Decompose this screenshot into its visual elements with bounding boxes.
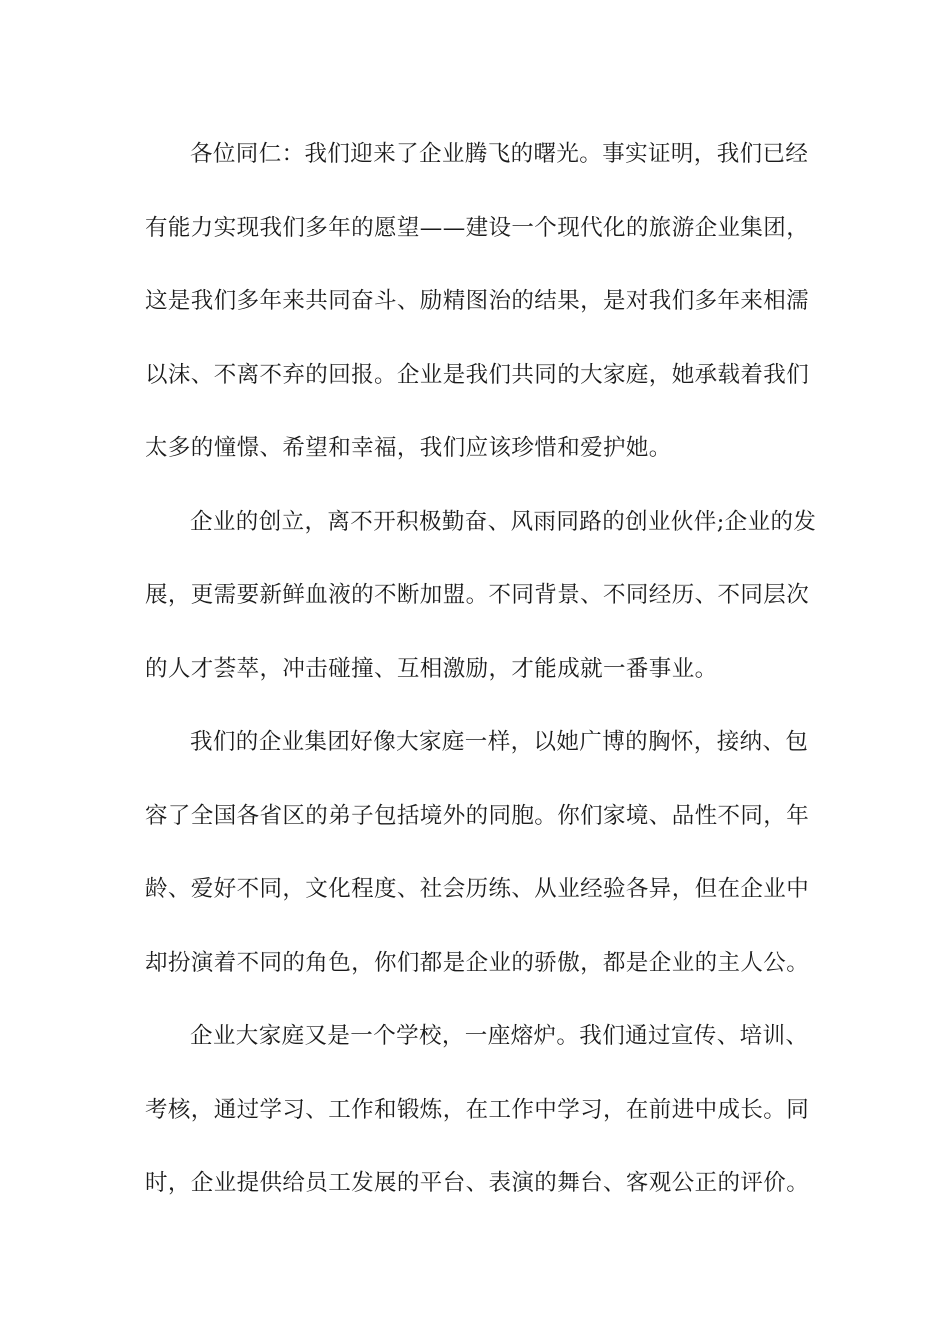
paragraph-2-line-3: 的人才荟萃，冲击碰撞、互相激励，才能成就一番事业。 xyxy=(145,655,718,682)
paragraph-1-line-4: 以沫、不离不弃的回报。企业是我们共同的大家庭，她承载着我们 xyxy=(145,361,810,388)
paragraph-4-line-2: 考核，通过学习、工作和锻炼，在工作中学习，在前进中成长。同 xyxy=(145,1096,810,1123)
paragraph-2-line-2: 展，更需要新鲜血液的不断加盟。不同背景、不同经历、不同层次 xyxy=(145,582,810,608)
paragraph-3-line-4: 却扮演着不同的角色，你们都是企业的骄傲，都是企业的主人公。 xyxy=(145,949,810,976)
paragraph-4-line-3: 时，企业提供给员工发展的平台、表演的舞台、客观公正的评价。 xyxy=(145,1170,810,1196)
paragraph-2-line-1: 企业的创立，离不开积极勤奋、风雨同路的创业伙伴;企业的发 xyxy=(190,508,817,535)
body-text xyxy=(145,118,817,1221)
paragraph-1-line-5: 太多的憧憬、希望和幸福，我们应该珍惜和爱护她。 xyxy=(145,435,672,461)
paragraph-1-line-1: 各位同仁：我们迎来了企业腾飞的曙光。事实证明，我们已经 xyxy=(190,141,809,167)
paragraph-3-line-1: 我们的企业集团好像大家庭一样，以她广博的胸怀，接纳、包 xyxy=(190,729,809,755)
paragraph-4-line-1: 企业大家庭又是一个学校，一座熔炉。我们通过宣传、培训、 xyxy=(190,1023,809,1049)
paragraph-3-line-2: 容了全国各省区的弟子包括境外的同胞。你们家境、品性不同，年 xyxy=(145,802,810,829)
paragraph-1-line-2: 有能力实现我们多年的愿望——建设一个现代化的旅游企业集团， xyxy=(145,214,810,241)
paragraph-1-line-3: 这是我们多年来共同奋斗、励精图治的结果，是对我们多年来相濡 xyxy=(145,288,810,314)
paragraph-3-line-3: 龄、爱好不同，文化程度、社会历练、从业经验各异，但在企业中 xyxy=(145,876,810,902)
